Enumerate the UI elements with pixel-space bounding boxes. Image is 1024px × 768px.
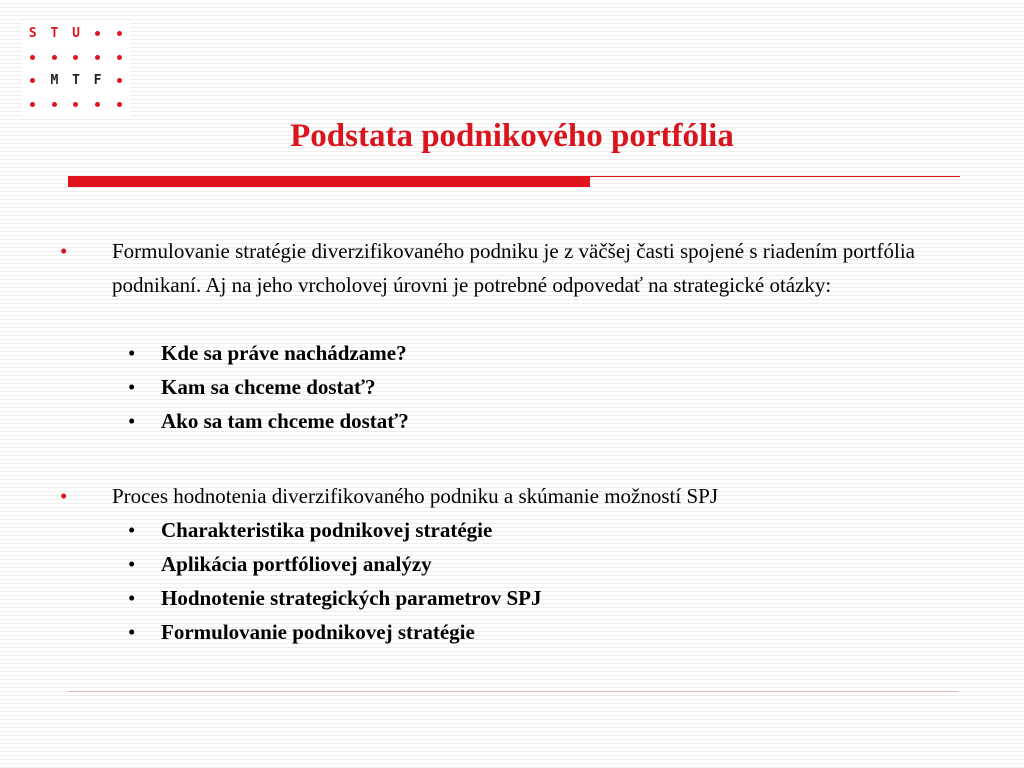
sub-bullet-text: Ako sa tam chceme dostať? [161,409,409,433]
sub-bullet-marker: • [128,620,136,644]
sub-bullet-item [128,615,961,649]
sub-bullet-marker: • [128,409,136,433]
sub-bullet-marker: • [128,586,136,610]
logo-letter: U [72,26,80,42]
sub-bullet-marker: • [128,341,136,365]
sub-bullet-item [128,370,961,404]
sub-bullet-item [128,404,961,438]
sub-bullet-marker: • [128,552,136,576]
sub-bullet-text: Formulovanie podnikovej stratégie [161,620,475,644]
bullet-item [60,234,992,302]
sub-bullet-text: Kam sa chceme dostať? [161,375,376,399]
bullet-text: Formulovanie stratégie diverzifikovaného podniku je z väčšej časti spojené s riadením portfólia podnikaní. Aj na jeho vrcholovej úrovni je potrebné odpovedať na strategické otázky: [112,239,916,297]
logo-letter: T [50,26,59,42]
sub-bullet-item [128,581,961,615]
slide-title: Podstata podnikového portfólia [290,118,734,154]
logo-letter: F [93,73,102,89]
bullet-item [60,479,992,513]
sub-bullet-marker: • [128,375,136,399]
sub-bullet-item [128,336,961,370]
logo-letter: M [50,73,59,89]
bullet-marker: • [60,484,68,508]
sub-bullet-text: Aplikácia portfóliovej analýzy [161,552,432,576]
sub-bullet-item [128,513,961,547]
footer-divider [68,691,958,692]
bullet-text: Proces hodnotenia diverzifikovaného podniku a skúmanie možností SPJ [112,484,718,508]
sub-bullet-text: Charakteristika podnikovej stratégie [161,518,493,542]
sub-bullet-text: Hodnotenie strategických parametrov SPJ [161,586,542,610]
sub-bullet-item [128,547,961,581]
logo-letter: S [28,26,37,42]
sub-bullet-text: Kde sa práve nachádzame? [161,341,407,365]
sub-bullet-marker: • [128,518,136,542]
logo-letter: T [72,73,80,89]
bullet-marker: • [60,239,68,263]
